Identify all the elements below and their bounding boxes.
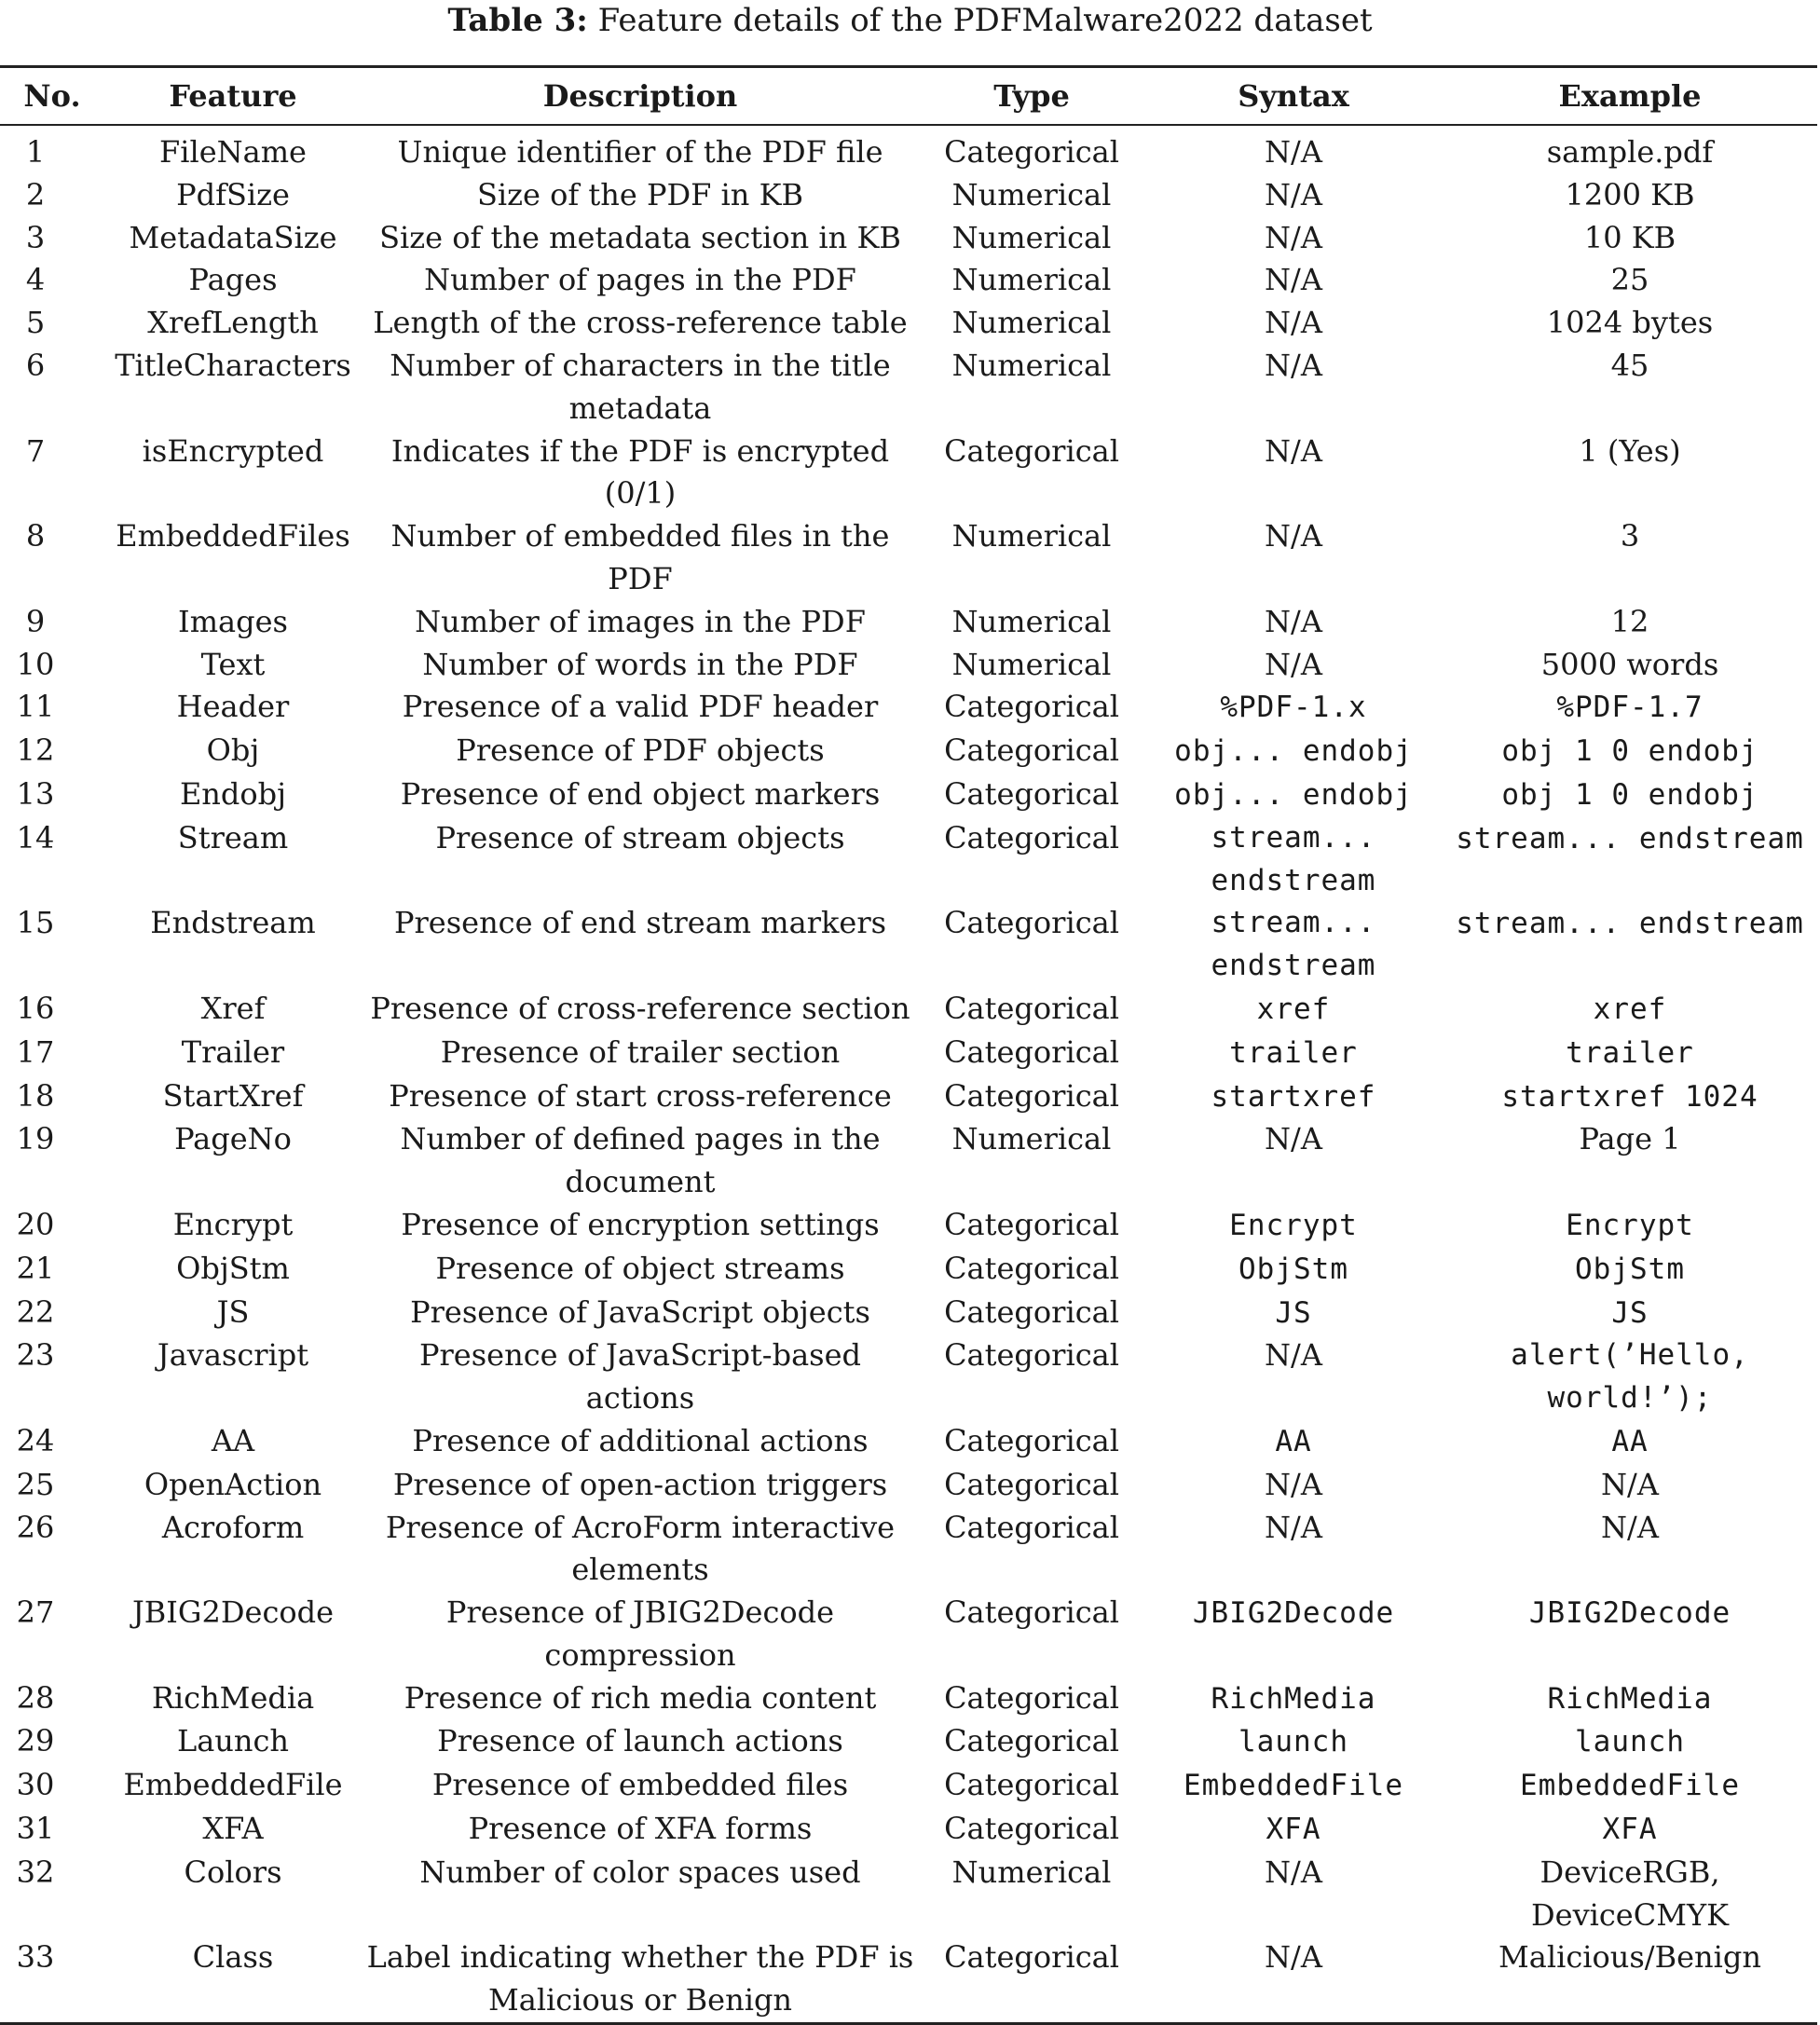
- cell-description: Presence of open-action triggers: [392, 1466, 888, 1502]
- cell-no: 3: [25, 219, 46, 255]
- cell-example: 1024 bytes: [1546, 305, 1714, 341]
- table-row: [0, 125, 1817, 174]
- caption-text: Feature details of the PDFMalware2022 dataset: [587, 2, 1373, 39]
- cell-example-code: JS: [1611, 1295, 1649, 1330]
- table-row: [0, 1464, 1817, 1507]
- cell-type: Categorical: [944, 990, 1119, 1026]
- cell-description: Presence of stream objects: [435, 819, 845, 855]
- table-row: [0, 1292, 1817, 1335]
- cell-feature: isEncrypted: [142, 432, 324, 469]
- cell-example-code: JBIG2Decode: [1528, 1596, 1731, 1631]
- cell-feature: Encrypt: [172, 1206, 294, 1242]
- cell-type: Numerical: [951, 1121, 1112, 1157]
- cell-feature: Class: [192, 1939, 274, 1976]
- cell-no: 33: [16, 1939, 55, 1976]
- header-type: Type: [919, 67, 1144, 126]
- cell-description: Length of the cross-reference table: [373, 305, 908, 341]
- cell-example-code: EmbeddedFile: [1520, 1769, 1740, 1803]
- cell-feature: Launch: [176, 1723, 290, 1759]
- cell-example: [1443, 1677, 1817, 1721]
- cell-example: DeviceRGB, DeviceCMYK: [1530, 1854, 1730, 1933]
- cell-example-code: ObjStm: [1575, 1252, 1685, 1286]
- table-caption: [0, 0, 1820, 47]
- cell-syntax: N/A: [1265, 603, 1322, 639]
- cell-syntax: [1144, 686, 1443, 730]
- cell-example: [1443, 773, 1817, 817]
- cell-description: Presence of JBIG2Decode compression: [445, 1594, 835, 1673]
- cell-type: Categorical: [944, 1077, 1119, 1114]
- cell-example: [1443, 686, 1817, 730]
- cell-no: 5: [25, 305, 46, 341]
- cell-example-code: %PDF-1.7: [1556, 691, 1704, 725]
- cell-no: 26: [16, 1509, 55, 1545]
- cell-example: [1443, 902, 1817, 988]
- cell-no: 15: [16, 905, 55, 941]
- cell-example-code: alert(’Hello, world!’);: [1511, 1338, 1749, 1416]
- cell-type: Categorical: [944, 1939, 1119, 1976]
- cell-example: 10 KB: [1583, 219, 1676, 255]
- cell-syntax-code: xref: [1256, 992, 1331, 1026]
- cell-type: Categorical: [944, 1466, 1119, 1502]
- cell-feature: MetadataSize: [129, 219, 337, 255]
- cell-type: Numerical: [951, 603, 1112, 639]
- cell-type: Numerical: [951, 176, 1112, 212]
- cell-no: 16: [16, 990, 55, 1026]
- cell-syntax: N/A: [1265, 134, 1322, 170]
- table-row: [0, 174, 1817, 217]
- cell-syntax: N/A: [1265, 262, 1322, 298]
- cell-feature: PageNo: [174, 1121, 292, 1157]
- cell-description: Presence of cross-reference section: [370, 990, 910, 1026]
- cell-example: [1443, 1032, 1817, 1075]
- cell-no: 25: [16, 1466, 55, 1502]
- cell-feature: EmbeddedFile: [123, 1767, 343, 1803]
- table-row: [0, 773, 1817, 817]
- cell-syntax: N/A: [1265, 1337, 1322, 1374]
- cell-syntax-code: AA: [1275, 1424, 1312, 1458]
- cell-no: 17: [16, 1033, 55, 1070]
- cell-example: 5000 words: [1540, 646, 1719, 682]
- cell-description: Presence of JavaScript objects: [410, 1293, 870, 1330]
- table-row: [0, 730, 1817, 773]
- cell-syntax-code: obj... endobj: [1174, 777, 1413, 812]
- table-row: [0, 302, 1817, 345]
- cell-syntax: N/A: [1265, 1121, 1322, 1157]
- header-example: Example: [1443, 67, 1817, 126]
- cell-description: Number of color spaces used: [419, 1854, 861, 1890]
- cell-description: Label indicating whether the PDF is Malicious or Benign: [366, 1939, 914, 2018]
- cell-description: Number of embedded files in the PDF: [390, 518, 890, 596]
- cell-description: Indicates if the PDF is encrypted (0/1): [390, 432, 890, 512]
- cell-type: Categorical: [944, 1679, 1119, 1716]
- cell-feature: Stream: [177, 819, 289, 855]
- cell-type: Categorical: [944, 1811, 1119, 1847]
- cell-example: [1443, 1292, 1817, 1335]
- cell-syntax: [1144, 1292, 1443, 1335]
- cell-type: Categorical: [944, 732, 1119, 769]
- cell-description: Presence of JavaScript-based actions: [418, 1337, 862, 1416]
- cell-example-code: stream... endstream: [1456, 907, 1804, 941]
- cell-type: Categorical: [944, 1293, 1119, 1330]
- header-feature: Feature: [104, 67, 362, 126]
- cell-description: Presence of object streams: [435, 1250, 845, 1286]
- cell-feature: Xref: [200, 990, 266, 1026]
- cell-syntax: N/A: [1265, 1939, 1322, 1976]
- table-row: [0, 1118, 1817, 1204]
- cell-no: 28: [16, 1679, 55, 1716]
- cell-type: Categorical: [944, 1767, 1119, 1803]
- cell-description: Presence of PDF objects: [456, 732, 825, 769]
- cell-type: Categorical: [944, 819, 1119, 855]
- cell-description: Presence of embedded files: [431, 1767, 849, 1803]
- cell-example: [1443, 1204, 1817, 1248]
- cell-syntax: [1144, 1677, 1443, 1721]
- header-row: [0, 67, 1817, 126]
- cell-example: [1443, 1334, 1817, 1420]
- cell-syntax-code: %PDF-1.x: [1220, 691, 1367, 725]
- cell-syntax-code: JS: [1275, 1295, 1312, 1330]
- table-row: [0, 1592, 1817, 1677]
- cell-syntax: [1144, 1764, 1443, 1808]
- cell-type: Numerical: [951, 219, 1112, 255]
- cell-feature: Endstream: [150, 905, 316, 941]
- cell-example: [1443, 1764, 1817, 1808]
- cell-type: Numerical: [951, 262, 1112, 298]
- table-body: [0, 125, 1817, 2024]
- cell-example: 12: [1610, 603, 1649, 639]
- cell-syntax: N/A: [1265, 518, 1322, 554]
- cell-feature: EmbeddedFiles: [116, 518, 350, 554]
- cell-description: Presence of AcroForm interactive elements: [385, 1509, 896, 1588]
- cell-example: [1443, 1808, 1817, 1852]
- cell-description: Presence of additional actions: [412, 1422, 869, 1458]
- cell-feature: ObjStm: [176, 1250, 290, 1286]
- table-row: [0, 1204, 1817, 1248]
- cell-syntax-code: launch: [1238, 1725, 1348, 1759]
- cell-type: Numerical: [951, 1854, 1112, 1890]
- cell-example-code: startxref 1024: [1501, 1079, 1758, 1114]
- table-row: [0, 817, 1817, 903]
- cell-syntax: [1144, 817, 1443, 903]
- cell-no: 8: [25, 518, 46, 554]
- cell-syntax: [1144, 1075, 1443, 1119]
- cell-no: 6: [25, 347, 46, 383]
- cell-feature: FileName: [159, 134, 307, 170]
- table-row: [0, 601, 1817, 644]
- cell-example-code: AA: [1611, 1424, 1649, 1458]
- cell-syntax: N/A: [1265, 1509, 1322, 1545]
- cell-no: 13: [16, 775, 55, 812]
- cell-feature: Header: [176, 689, 290, 725]
- table-row: [0, 1420, 1817, 1464]
- cell-syntax: [1144, 773, 1443, 817]
- cell-example: sample.pdf: [1546, 134, 1714, 170]
- cell-no: 31: [16, 1811, 55, 1847]
- cell-syntax: N/A: [1265, 305, 1322, 341]
- cell-type: Categorical: [944, 689, 1119, 725]
- cell-feature: XrefLength: [147, 305, 319, 341]
- cell-feature: OpenAction: [144, 1466, 322, 1502]
- table-row: [0, 431, 1817, 516]
- cell-example: [1443, 730, 1817, 773]
- cell-syntax: N/A: [1265, 176, 1322, 212]
- cell-type: Categorical: [944, 775, 1119, 812]
- cell-type: Categorical: [944, 1337, 1119, 1374]
- cell-example-code: RichMedia: [1547, 1681, 1713, 1716]
- cell-example-code: Encrypt: [1566, 1208, 1694, 1242]
- cell-example: 1200 KB: [1565, 176, 1695, 212]
- cell-no: 21: [16, 1250, 55, 1286]
- cell-example-code: stream... endstream: [1456, 821, 1804, 855]
- cell-description: Size of the PDF in KB: [477, 176, 803, 212]
- cell-no: 27: [16, 1594, 55, 1631]
- cell-syntax-code: RichMedia: [1211, 1681, 1376, 1716]
- cell-syntax-code: stream... endstream: [1211, 906, 1376, 983]
- cell-syntax: [1144, 1248, 1443, 1292]
- table-row: [0, 902, 1817, 988]
- cell-no: 18: [16, 1077, 55, 1114]
- cell-syntax: [1144, 1720, 1443, 1764]
- cell-description: Presence of a valid PDF header: [402, 689, 879, 725]
- cell-example: [1443, 988, 1817, 1032]
- cell-description: Number of characters in the title metadata: [390, 347, 891, 426]
- cell-type: Categorical: [944, 1250, 1119, 1286]
- cell-syntax: N/A: [1265, 432, 1322, 469]
- cell-description: Size of the metadata section in KB: [379, 219, 901, 255]
- cell-type: Categorical: [944, 1723, 1119, 1759]
- table-row: [0, 686, 1817, 730]
- cell-no: 1: [25, 134, 46, 170]
- table-row: [0, 1248, 1817, 1292]
- cell-syntax: N/A: [1265, 347, 1322, 383]
- table-row: [0, 259, 1817, 302]
- cell-example: [1443, 1592, 1817, 1677]
- table-row: [0, 1334, 1817, 1420]
- table-header: [0, 67, 1817, 126]
- cell-syntax: [1144, 730, 1443, 773]
- cell-feature: JBIG2Decode: [131, 1594, 335, 1631]
- cell-syntax-code: stream... endstream: [1211, 820, 1376, 897]
- cell-feature: RichMedia: [151, 1679, 315, 1716]
- cell-syntax: [1144, 902, 1443, 988]
- cell-no: 22: [16, 1293, 55, 1330]
- cell-no: 2: [25, 176, 46, 212]
- table-row: [0, 1075, 1817, 1119]
- cell-type: Numerical: [951, 305, 1112, 341]
- cell-syntax-code: obj... endobj: [1174, 734, 1413, 769]
- cell-example-code: trailer: [1566, 1035, 1694, 1070]
- cell-type: Categorical: [944, 134, 1119, 170]
- cell-no: 23: [16, 1337, 55, 1374]
- cell-description: Number of images in the PDF: [415, 603, 866, 639]
- cell-no: 9: [25, 603, 46, 639]
- cell-feature: XFA: [202, 1811, 264, 1847]
- cell-feature: AA: [211, 1422, 255, 1458]
- cell-type: Categorical: [944, 1509, 1119, 1545]
- cell-syntax-code: Encrypt: [1229, 1208, 1358, 1242]
- cell-example: N/A: [1601, 1466, 1659, 1502]
- caption-label: Table 3:: [447, 2, 588, 39]
- cell-description: Presence of end stream markers: [393, 905, 887, 941]
- cell-example: Page 1: [1579, 1121, 1681, 1157]
- cell-no: 24: [16, 1422, 55, 1458]
- table-row: [0, 515, 1817, 601]
- cell-syntax: [1144, 1032, 1443, 1075]
- cell-feature: Pages: [188, 262, 278, 298]
- table-row: [0, 1936, 1817, 2023]
- cell-example: Malicious/Benign: [1498, 1939, 1761, 1976]
- cell-example: [1443, 1720, 1817, 1764]
- cell-example: 25: [1610, 262, 1649, 298]
- cell-no: 12: [16, 732, 55, 769]
- cell-type: Categorical: [944, 905, 1119, 941]
- header-no: No.: [0, 67, 104, 126]
- cell-description: Unique identifier of the PDF file: [397, 134, 883, 170]
- cell-feature: Endobj: [179, 775, 287, 812]
- cell-example: [1443, 1075, 1817, 1119]
- cell-feature: TitleCharacters: [115, 347, 351, 383]
- cell-description: Number of words in the PDF: [422, 646, 858, 682]
- cell-syntax: N/A: [1265, 1854, 1322, 1890]
- cell-description: Presence of launch actions: [437, 1723, 843, 1759]
- cell-no: 10: [16, 646, 55, 682]
- cell-syntax: N/A: [1265, 646, 1322, 682]
- cell-no: 30: [16, 1767, 55, 1803]
- cell-description: Number of defined pages in the document: [400, 1121, 881, 1200]
- table-row: [0, 988, 1817, 1032]
- cell-syntax-code: EmbeddedFile: [1184, 1769, 1403, 1803]
- cell-type: Categorical: [944, 1594, 1119, 1631]
- cell-example: 1 (Yes): [1579, 432, 1681, 469]
- table-row: [0, 644, 1817, 687]
- header-description: Description: [362, 67, 919, 126]
- cell-type: Categorical: [944, 1033, 1119, 1070]
- cell-example-code: xref: [1593, 992, 1667, 1026]
- cell-syntax-code: ObjStm: [1238, 1252, 1348, 1286]
- cell-type: Categorical: [944, 1422, 1119, 1458]
- cell-no: 4: [25, 262, 46, 298]
- cell-syntax: N/A: [1265, 1466, 1322, 1502]
- header-syntax: Syntax: [1144, 67, 1443, 126]
- cell-syntax: [1144, 1592, 1443, 1677]
- table-row: [0, 1507, 1817, 1593]
- table-row: [0, 1720, 1817, 1764]
- cell-feature: Text: [200, 646, 266, 682]
- cell-description: Number of pages in the PDF: [424, 262, 856, 298]
- cell-syntax-code: trailer: [1229, 1035, 1358, 1070]
- table-row: [0, 1032, 1817, 1075]
- cell-no: 29: [16, 1723, 55, 1759]
- cell-description: Presence of start cross-reference: [389, 1077, 892, 1114]
- cell-type: Numerical: [951, 347, 1112, 383]
- cell-feature: Colors: [184, 1854, 282, 1890]
- table-row: [0, 217, 1817, 260]
- table-row: [0, 1677, 1817, 1721]
- feature-table: [0, 65, 1817, 2025]
- cell-description: Presence of rich media content: [404, 1679, 877, 1716]
- cell-type: Numerical: [951, 518, 1112, 554]
- cell-no: 19: [16, 1121, 55, 1157]
- cell-syntax: [1144, 1204, 1443, 1248]
- table-row: [0, 1808, 1817, 1852]
- cell-feature: PdfSize: [176, 176, 290, 212]
- cell-syntax: N/A: [1265, 219, 1322, 255]
- cell-type: Categorical: [944, 432, 1119, 469]
- cell-description: Presence of XFA forms: [468, 1811, 813, 1847]
- cell-syntax-code: startxref: [1211, 1079, 1376, 1114]
- cell-type: Categorical: [944, 1206, 1119, 1242]
- table-row: [0, 1764, 1817, 1808]
- cell-example-code: launch: [1575, 1725, 1685, 1759]
- cell-no: 32: [16, 1854, 55, 1890]
- cell-no: 11: [16, 689, 55, 725]
- cell-syntax-code: XFA: [1266, 1813, 1321, 1847]
- cell-description: Presence of encryption settings: [401, 1206, 880, 1242]
- cell-example: [1443, 1420, 1817, 1464]
- cell-feature: JS: [216, 1293, 250, 1330]
- cell-description: Presence of end object markers: [400, 775, 881, 812]
- cell-example: 3: [1620, 518, 1640, 554]
- cell-type: Numerical: [951, 646, 1112, 682]
- cell-example: 45: [1610, 347, 1649, 383]
- cell-no: 20: [16, 1206, 55, 1242]
- cell-example: [1443, 1248, 1817, 1292]
- cell-feature: Javascript: [157, 1337, 309, 1374]
- cell-example: [1443, 817, 1817, 903]
- cell-example-code: obj 1 0 endobj: [1501, 734, 1758, 769]
- cell-feature: StartXref: [162, 1077, 304, 1114]
- cell-syntax-code: JBIG2Decode: [1192, 1596, 1395, 1631]
- cell-feature: Acroform: [161, 1509, 305, 1545]
- cell-feature: Trailer: [181, 1033, 285, 1070]
- table-row: [0, 345, 1817, 431]
- cell-no: 7: [25, 432, 46, 469]
- cell-feature: Obj: [206, 732, 260, 769]
- cell-feature: Images: [178, 603, 288, 639]
- cell-syntax: [1144, 1420, 1443, 1464]
- cell-example-code: obj 1 0 endobj: [1501, 777, 1758, 812]
- cell-syntax: [1144, 1808, 1443, 1852]
- cell-syntax: [1144, 988, 1443, 1032]
- table-row: [0, 1852, 1817, 1937]
- cell-no: 14: [16, 819, 55, 855]
- cell-example: N/A: [1601, 1509, 1659, 1545]
- cell-example-code: XFA: [1602, 1813, 1658, 1847]
- cell-description: Presence of trailer section: [440, 1033, 841, 1070]
